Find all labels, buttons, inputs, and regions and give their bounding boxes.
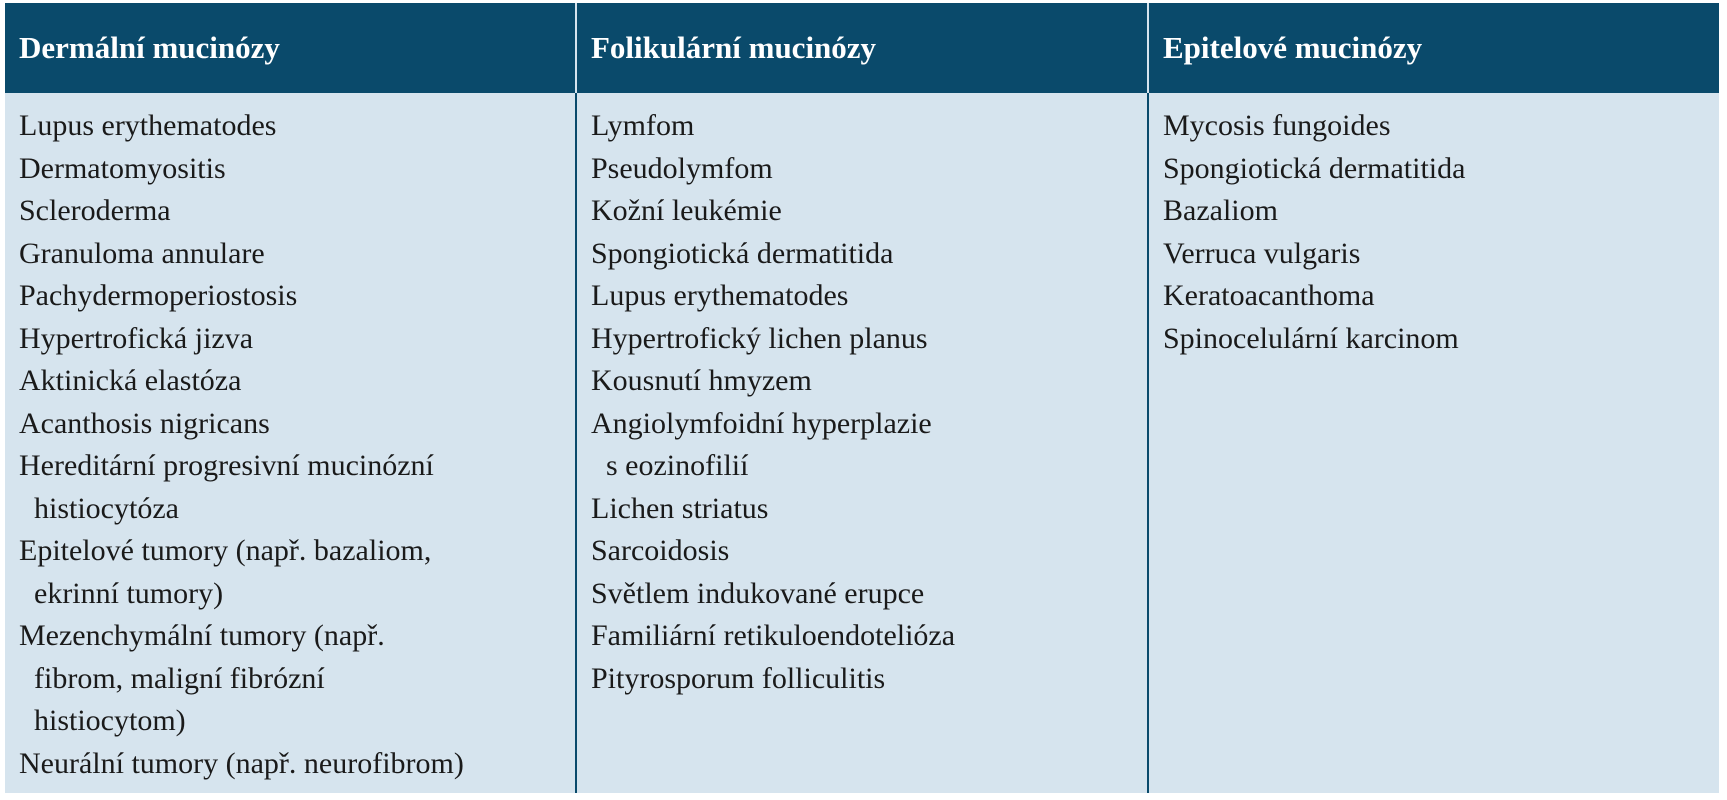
list-item: Lupus erythematodes: [19, 109, 277, 142]
list-item: Kousnutí hmyzem: [591, 364, 812, 397]
list-item: Pityrosporum folliculitis: [591, 661, 886, 695]
column-epithelial: [1149, 93, 1719, 793]
list-item: Mycosis fungoides: [1163, 109, 1391, 142]
list-item: Mezenchymální tumory (např.: [19, 619, 385, 652]
list-item: Aktinická elastóza: [19, 364, 242, 397]
list-item: Lupus erythematodes: [591, 279, 849, 312]
table-header-row: [5, 3, 1719, 93]
list-item: Familiární retikuloendotelióza: [591, 619, 956, 652]
list-item: Spongiotická dermatitida: [591, 236, 894, 270]
list-item: ekrinní tumory): [19, 576, 224, 610]
header-follicular: Folikulární mucinózy: [577, 3, 1149, 93]
list-item: Spongiotická dermatitida: [1163, 151, 1466, 185]
list-item: Bazaliom: [1163, 194, 1278, 227]
list-item: Hypertrofický lichen planus: [591, 321, 928, 355]
list-item: Světlem indukované erupce: [591, 576, 925, 610]
list-item: Epitelové tumory (např. bazaliom,: [19, 534, 432, 567]
table-body-row: [5, 93, 1719, 793]
list-item: histiocytom): [19, 704, 186, 737]
list-item: Hypertrofická jizva: [19, 321, 254, 355]
list-item: Sarcoidosis: [591, 534, 730, 567]
list-item: Verruca vulgaris: [1163, 236, 1361, 270]
list-item: Lymfom: [591, 109, 695, 142]
header-epithelial: Epitelové mucinózy: [1163, 30, 1423, 65]
list-item: Dermatomyositis: [19, 151, 226, 185]
list-item: Pachydermoperiostosis: [19, 279, 298, 312]
list-item: histiocytóza: [19, 491, 179, 525]
list-item: Scleroderma: [19, 194, 171, 227]
header-dermal: Dermální mucinózy: [5, 3, 577, 93]
mucinosis-table: [5, 3, 1719, 793]
list-item: Kožní leukémie: [591, 194, 782, 227]
list-item: Spinocelulární karcinom: [1163, 321, 1459, 355]
list-item: Granuloma annulare: [19, 236, 265, 270]
list-item: Neurální tumory (např. neurofibrom): [19, 746, 464, 780]
list-item: Lichen striatus: [591, 491, 769, 525]
list-item: Hereditární progresivní mucinózní: [19, 449, 434, 482]
column-follicular: [577, 93, 1149, 793]
list-item: Keratoacanthoma: [1163, 279, 1375, 312]
list-item: Angiolymfoidní hyperplazie: [591, 406, 932, 440]
column-dermal: [5, 93, 577, 793]
list-item: Acanthosis nigricans: [19, 406, 270, 440]
list-item: s eozinofilií: [591, 449, 749, 482]
list-item: fibrom, maligní fibrózní: [19, 661, 325, 695]
list-item: Pseudolymfom: [591, 151, 773, 185]
